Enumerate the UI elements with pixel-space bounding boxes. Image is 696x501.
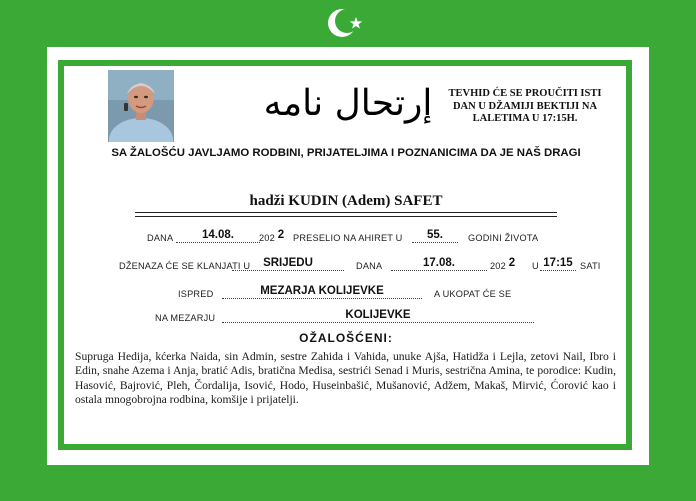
- funeral-place: MEZARJA KOLIJEVKE: [222, 285, 422, 299]
- death-year-prefix: 202: [259, 233, 275, 243]
- label-dana: DANA: [147, 233, 174, 243]
- cemetery: KOLIJEVKE: [222, 309, 534, 323]
- label-preselio: PRESELIO NA AHIRET U: [293, 233, 403, 243]
- label-dana-2: DANA: [356, 261, 383, 271]
- death-date: 14.08.: [176, 229, 260, 243]
- label-godini: GODINI ŽIVOTA: [468, 233, 539, 243]
- deceased-portrait: [108, 70, 174, 142]
- death-year-digit: 2: [277, 229, 285, 241]
- intro-text: SA ŽALOŠĆU JAVLJAMO RODBINI, PRIJATELJIMA I POZNANICIMA DA JE NAŠ DRAGI: [111, 147, 581, 159]
- funeral-year-prefix: 202: [490, 261, 506, 271]
- tevhid-announcement: TEVHID ĆE SE PROUČITI ISTI DAN U DŽAMIJI BEKTIJI NA LALETIMA U 17:15H.: [448, 88, 602, 124]
- age: 55.: [412, 229, 458, 243]
- deceased-name: hadži KUDIN (Adem) SAFET: [135, 192, 557, 213]
- label-u: U: [532, 261, 539, 271]
- label-mezarju: NA MEZARJU: [155, 313, 216, 323]
- name-underline: [135, 216, 557, 217]
- mourners-text: Supruga Hedija, kćerka Naida, sin Admin, sestre Zahida i Vahida, unuke Ajša, Hatidža i Lejla, zetovi Nail, Ibro i Edin, snahe Azema i Anja, bratić Adis, bratična Medisa, sestrići Senad i Muris, sestrična Amina, te porodice: Kudin, Hasović, Bajrović, Pleh, Čordalija, Isović, Hodo, Huseinbašić, Mušanović, Adžem, Makaš, Mirvić, Ćorović kao i ostala mnogobrojna rodbina, komšije i prijatelji.: [75, 350, 616, 407]
- mourners-heading: OŽALOŠĆENI:: [299, 331, 393, 345]
- funeral-day: SRIJEDU: [232, 257, 344, 271]
- funeral-time: 17:15: [540, 257, 576, 271]
- funeral-date: 17.08.: [391, 257, 487, 271]
- label-ukopat: A UKOPAT ĆE SE: [434, 289, 512, 299]
- label-ispred: ISPRED: [178, 289, 214, 299]
- crescent-star-icon: [326, 5, 366, 41]
- arabic-title: إرتحال نامه: [263, 83, 433, 124]
- label-sati: SATI: [580, 261, 601, 271]
- label-dzenaza: DŽENAZA ĆE SE KLANJATI U: [119, 261, 251, 271]
- funeral-year-digit: 2: [508, 257, 516, 269]
